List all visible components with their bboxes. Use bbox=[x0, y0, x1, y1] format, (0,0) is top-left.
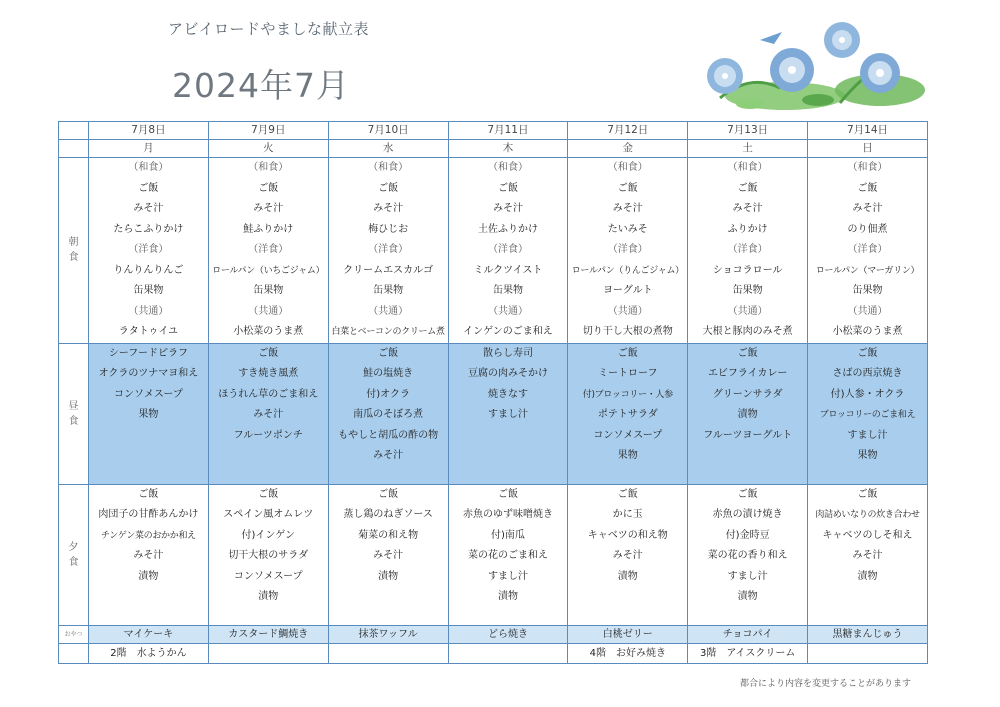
menu-item: コンソメスープ bbox=[593, 429, 663, 441]
menu-item: グリーンサラダ bbox=[712, 388, 783, 400]
menu-item: 梅ひじお bbox=[368, 223, 409, 235]
menu-item: ご飯 bbox=[378, 182, 399, 194]
menu-item: 付)金時豆 bbox=[725, 529, 770, 541]
date-cell: 7月9日 bbox=[208, 122, 328, 140]
menu-item: みそ汁 bbox=[852, 550, 883, 561]
menu-item: みそ汁 bbox=[373, 450, 404, 461]
menu-item: ご飯 bbox=[497, 488, 518, 500]
menu-item: （和食） bbox=[727, 162, 768, 173]
menu-item: かに玉 bbox=[612, 509, 643, 520]
menu-item: 漬物 bbox=[737, 409, 758, 420]
snack-cell: 黒糖まんじゅう bbox=[808, 625, 928, 643]
lunch-cell bbox=[568, 343, 688, 484]
snack-cell: 白桃ゼリー bbox=[568, 625, 688, 643]
menu-item: 付)ブロッコリー・人参 bbox=[582, 389, 673, 400]
menu-item: 小松菜のうま煮 bbox=[832, 326, 903, 337]
menu-item: みそ汁 bbox=[373, 203, 404, 214]
menu-item: （和食） bbox=[128, 162, 169, 173]
menu-item: 付)南瓜 bbox=[491, 529, 525, 541]
breakfast-cell bbox=[808, 158, 928, 344]
menu-item: 漬物 bbox=[138, 570, 159, 582]
date-cell: 7月11日 bbox=[448, 122, 568, 140]
lunch-row bbox=[59, 343, 928, 484]
menu-item: （洋食） bbox=[368, 244, 409, 255]
menu-item: （共通） bbox=[128, 305, 169, 317]
menu-item: ロールパン（いちごジャム） bbox=[212, 265, 325, 276]
menu-item: 土佐ふりかけ bbox=[477, 223, 538, 235]
menu-item: （和食） bbox=[607, 162, 648, 173]
menu-item: チンゲン菜のおかか和え bbox=[100, 530, 196, 541]
menu-item: フルーツポンチ bbox=[233, 429, 303, 441]
menu-item: （共通） bbox=[248, 305, 289, 317]
menu-item: 漬物 bbox=[737, 591, 758, 602]
menu-item: 缶果物 bbox=[492, 285, 523, 296]
menu-item: 漬物 bbox=[617, 570, 638, 582]
menu-item: 切り干し大根の煮物 bbox=[582, 326, 673, 337]
menu-item: ご飯 bbox=[378, 347, 399, 359]
menu-item: すき焼き風煮 bbox=[238, 368, 299, 379]
menu-item: みそ汁 bbox=[732, 203, 763, 214]
menu-item: すまし汁 bbox=[727, 570, 768, 582]
menu-item: コンソメスープ bbox=[114, 388, 183, 400]
lunch-label: 昼 食 bbox=[59, 343, 89, 484]
menu-item: ご飯 bbox=[138, 488, 159, 500]
menu-item: 漬物 bbox=[497, 591, 518, 602]
menu-item: 缶果物 bbox=[253, 285, 284, 296]
menu-item: ご飯 bbox=[737, 182, 758, 194]
lunch-cell bbox=[688, 343, 808, 484]
menu-item: みそ汁 bbox=[253, 203, 284, 214]
menu-item: ご飯 bbox=[617, 182, 638, 194]
menu-item: みそ汁 bbox=[133, 203, 164, 214]
menu-item: 果物 bbox=[857, 450, 878, 461]
menu-item: オクラのツナマヨ和え bbox=[98, 368, 199, 379]
menu-item: 漬物 bbox=[857, 570, 878, 582]
lunch-cell bbox=[448, 343, 568, 484]
corner-cell bbox=[59, 122, 89, 140]
menu-item: ご飯 bbox=[258, 488, 279, 500]
menu-item: ふりかけ bbox=[727, 223, 768, 235]
menu-item: クリームエスカルゴ bbox=[343, 264, 434, 276]
menu-item: ご飯 bbox=[857, 488, 878, 500]
dinner-cell bbox=[808, 484, 928, 625]
dinner-cell bbox=[688, 484, 808, 625]
lunch-cell bbox=[89, 343, 209, 484]
menu-item: （洋食） bbox=[847, 244, 888, 255]
menu-item: 漬物 bbox=[378, 570, 399, 582]
menu-item: みそ汁 bbox=[373, 550, 404, 561]
floor-event-cell bbox=[208, 643, 328, 663]
breakfast-cell bbox=[688, 158, 808, 344]
menu-item: ご飯 bbox=[737, 488, 758, 500]
menu-item: 付)人参・オクラ bbox=[830, 388, 905, 400]
bird-icon bbox=[760, 32, 782, 44]
dinner-cell bbox=[328, 484, 448, 625]
menu-item: ご飯 bbox=[857, 182, 878, 194]
dinner-row bbox=[59, 484, 928, 625]
menu-item: ご飯 bbox=[497, 182, 518, 194]
menu-item: すまし汁 bbox=[487, 409, 528, 420]
menu-item: さばの西京焼き bbox=[832, 368, 903, 379]
menu-item: みそ汁 bbox=[492, 203, 523, 214]
menu-item: みそ汁 bbox=[852, 203, 883, 214]
menu-item: （共通） bbox=[727, 305, 768, 317]
menu-item: 蒸し鶏のねぎソース bbox=[343, 509, 433, 520]
menu-item: ロールパン（マーガリン） bbox=[815, 265, 920, 276]
weekday-cell: 土 bbox=[688, 140, 808, 158]
floor-event-cell bbox=[448, 643, 568, 663]
menu-item: 白菜とベーコンのクリーム煮 bbox=[331, 327, 445, 337]
menu-item: りんりんりんご bbox=[113, 264, 184, 276]
menu-item: のり佃煮 bbox=[847, 223, 888, 235]
menu-item: ご飯 bbox=[258, 347, 279, 359]
menu-item: コンソメスープ bbox=[233, 570, 303, 582]
menu-item: 肉団子の甘酢あんかけ bbox=[98, 509, 199, 520]
lunch-cell bbox=[808, 343, 928, 484]
corner-cell bbox=[59, 140, 89, 158]
dinner-cell bbox=[568, 484, 688, 625]
breakfast-cell bbox=[89, 158, 209, 344]
menu-item: 付)オクラ bbox=[366, 388, 410, 400]
menu-item: 缶果物 bbox=[373, 285, 404, 296]
morning-glory-flowers-icon bbox=[690, 18, 930, 113]
menu-item: （洋食） bbox=[487, 244, 528, 255]
month-title: 2024年7月 bbox=[172, 66, 350, 105]
menu-item: たらこふりかけ bbox=[113, 223, 184, 235]
weekday-cell: 水 bbox=[328, 140, 448, 158]
weekday-cell: 月 bbox=[89, 140, 209, 158]
menu-item: （和食） bbox=[487, 162, 528, 173]
dinner-label: 夕 食 bbox=[59, 484, 89, 625]
menu-item: 散らし寿司 bbox=[482, 347, 533, 359]
menu-item: みそ汁 bbox=[253, 409, 284, 420]
dinner-cell bbox=[89, 484, 209, 625]
menu-item: ご飯 bbox=[857, 347, 878, 359]
date-cell: 7月12日 bbox=[568, 122, 688, 140]
floor-event-cell: 3階 アイスクリーム bbox=[688, 643, 808, 663]
menu-item: 赤魚のゆず味噌焼き bbox=[462, 509, 553, 520]
breakfast-label: 朝 食 bbox=[59, 158, 89, 344]
date-cell: 7月13日 bbox=[688, 122, 808, 140]
menu-item: （和食） bbox=[368, 162, 409, 173]
snack-cell: カスタード鯛焼き bbox=[208, 625, 328, 643]
menu-item: ショコラロール bbox=[712, 264, 783, 276]
breakfast-cell bbox=[448, 158, 568, 344]
menu-item: ラタトゥイユ bbox=[118, 326, 179, 337]
menu-item: フルーツヨーグルト bbox=[703, 429, 793, 441]
weekday-cell: 日 bbox=[808, 140, 928, 158]
snack-cell: 抹茶ワッフル bbox=[328, 625, 448, 643]
menu-item: 切干大根のサラダ bbox=[228, 550, 309, 561]
menu-item: インゲンのごま和え bbox=[463, 326, 553, 337]
weekday-row bbox=[59, 140, 928, 158]
menu-item: 菜の花のごま和え bbox=[467, 550, 548, 561]
weekday-cell: 木 bbox=[448, 140, 568, 158]
snack-row bbox=[59, 625, 928, 643]
menu-item: ロールパン（りんごジャム） bbox=[571, 265, 684, 276]
menu-item: ご飯 bbox=[617, 488, 638, 500]
menu-item: （共通） bbox=[487, 305, 528, 317]
snack-cell: どら焼き bbox=[448, 625, 568, 643]
dinner-cell bbox=[448, 484, 568, 625]
menu-item: みそ汁 bbox=[612, 203, 643, 214]
breakfast-cell bbox=[208, 158, 328, 344]
menu-item: もやしと胡瓜の酢の物 bbox=[338, 429, 439, 441]
floor-event-row bbox=[59, 643, 928, 663]
floor-event-cell: 4階 お好み焼き bbox=[568, 643, 688, 663]
weekday-cell: 火 bbox=[208, 140, 328, 158]
menu-item: ポテトサラダ bbox=[597, 409, 658, 420]
menu-item: みそ汁 bbox=[133, 550, 164, 561]
change-notice: 都合により内容を変更することがあります bbox=[740, 679, 912, 689]
breakfast-cell bbox=[328, 158, 448, 344]
menu-item: シーフードピラフ bbox=[108, 347, 189, 359]
menu-item: ヨーグルト bbox=[602, 285, 653, 296]
menu-item: （共通） bbox=[368, 305, 409, 317]
menu-item: 焼きなす bbox=[487, 388, 528, 400]
menu-item: ほうれん草のごま和え bbox=[218, 388, 319, 400]
menu-item: （共通） bbox=[607, 305, 648, 317]
menu-item: 大根と豚肉のみそ煮 bbox=[702, 326, 793, 337]
menu-item: ミルクツイスト bbox=[473, 264, 543, 276]
date-row bbox=[59, 122, 928, 140]
menu-item: キャベツの和え物 bbox=[587, 529, 668, 541]
menu-item: 鮭ふりかけ bbox=[243, 223, 294, 235]
menu-item: 缶果物 bbox=[133, 285, 164, 296]
menu-item: 果物 bbox=[617, 450, 638, 461]
floor-event-cell bbox=[328, 643, 448, 663]
floor-event-cell: 2階 水ようかん bbox=[89, 643, 209, 663]
corner-cell bbox=[59, 643, 89, 663]
lunch-cell bbox=[208, 343, 328, 484]
breakfast-cell bbox=[568, 158, 688, 344]
menu-item: （共通） bbox=[847, 305, 888, 317]
snack-cell: チョコパイ bbox=[688, 625, 808, 643]
menu-item: みそ汁 bbox=[612, 550, 643, 561]
menu-item: エビフライカレー bbox=[707, 368, 788, 379]
menu-item: ご飯 bbox=[378, 488, 399, 500]
date-cell: 7月10日 bbox=[328, 122, 448, 140]
snack-label: おやつ bbox=[59, 625, 89, 643]
snack-cell: マイケーキ bbox=[89, 625, 209, 643]
floor-event-cell bbox=[808, 643, 928, 663]
menu-item: 菜の花の香り和え bbox=[707, 550, 788, 561]
menu-item: 果物 bbox=[138, 409, 159, 420]
facility-title: アビイロードやましな献立表 bbox=[168, 20, 370, 38]
menu-item: 缶果物 bbox=[732, 285, 763, 296]
menu-item: 南瓜のそぼろ煮 bbox=[353, 409, 424, 420]
menu-item: 小松菜のうま煮 bbox=[233, 326, 304, 337]
menu-item: （和食） bbox=[248, 162, 289, 173]
menu-item: 缶果物 bbox=[852, 285, 883, 296]
menu-item: ご飯 bbox=[617, 347, 638, 359]
breakfast-row bbox=[59, 158, 928, 344]
menu-item: （洋食） bbox=[727, 244, 768, 255]
menu-item: 付)インゲン bbox=[241, 529, 296, 541]
weekday-cell: 金 bbox=[568, 140, 688, 158]
menu-table bbox=[58, 121, 928, 664]
menu-item: ご飯 bbox=[258, 182, 279, 194]
menu-item: （和食） bbox=[847, 162, 888, 173]
menu-item: ご飯 bbox=[737, 347, 758, 359]
menu-item: （洋食） bbox=[128, 244, 169, 255]
menu-item: ご飯 bbox=[138, 182, 159, 194]
menu-item: （洋食） bbox=[607, 244, 648, 255]
menu-item: ブロッコリーのごま和え bbox=[819, 410, 916, 420]
menu-item: ミートローフ bbox=[598, 368, 658, 379]
date-cell: 7月8日 bbox=[89, 122, 209, 140]
menu-item: 赤魚の漬け焼き bbox=[712, 509, 783, 520]
menu-item: 豆腐の肉みそかけ bbox=[467, 368, 548, 379]
menu-item: （洋食） bbox=[248, 244, 289, 255]
menu-item: すまし汁 bbox=[487, 570, 528, 582]
menu-item: すまし汁 bbox=[847, 429, 888, 441]
dinner-cell bbox=[208, 484, 328, 625]
menu-item: キャベツのしそ和え bbox=[822, 529, 913, 541]
menu-item: 漬物 bbox=[258, 591, 279, 602]
lunch-cell bbox=[328, 343, 448, 484]
menu-item: 肉詰めいなりの炊き合わせ bbox=[815, 510, 920, 520]
date-cell: 7月14日 bbox=[808, 122, 928, 140]
menu-item: 菊菜の和え物 bbox=[358, 529, 419, 541]
menu-item: たいみそ bbox=[607, 223, 648, 235]
menu-item: 鮭の塩焼き bbox=[363, 368, 414, 379]
menu-item: スペイン風オムレツ bbox=[223, 509, 314, 520]
